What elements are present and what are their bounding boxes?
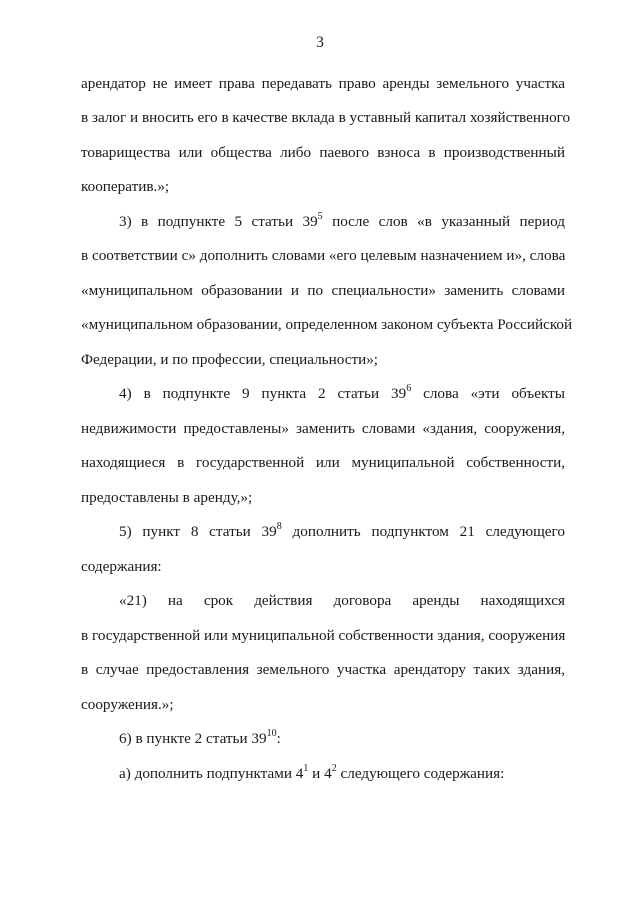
text-span: после слов «в указанный период	[322, 213, 566, 230]
text-span: в залог и вносить его в качестве вклада в уставный капитал хозяйственного	[81, 109, 571, 126]
text-span: :	[276, 730, 281, 747]
text-line	[81, 246, 565, 266]
text-line	[81, 488, 565, 508]
text-line	[81, 315, 573, 335]
text-span: в государственной или муниципальной собственности здания, сооружения	[81, 627, 566, 644]
text-span: арендатор не имеет права передавать право аренды земельного участка	[81, 75, 565, 92]
text-line	[81, 281, 565, 301]
text-span: а) дополнить подпунктами 4	[119, 765, 304, 782]
text-line	[119, 212, 565, 232]
text-span: предоставлены в аренду,»;	[81, 489, 253, 506]
superscript: 8	[276, 520, 282, 532]
text-span: следующего содержания:	[336, 765, 505, 782]
text-line	[81, 419, 565, 439]
superscript: 6	[406, 382, 412, 394]
superscript: 5	[317, 210, 323, 222]
text-span: 5) пункт 8 статьи 39	[119, 523, 277, 540]
text-line	[119, 591, 565, 611]
page-number: 3	[316, 34, 324, 51]
text-span: 4) в подпункте 9 пункта 2 статьи 39	[119, 385, 407, 402]
text-span: слова «эти объекты	[411, 385, 565, 402]
text-line	[81, 350, 565, 370]
text-line	[81, 108, 571, 128]
superscript: 2	[331, 762, 337, 774]
text-span: кооператив.»;	[81, 178, 170, 195]
text-line	[119, 384, 565, 404]
text-span: 3) в подпункте 5 статьи 39	[119, 213, 318, 230]
text-span: содержания:	[81, 558, 162, 575]
text-line	[81, 74, 565, 94]
text-line	[81, 557, 565, 577]
superscript: 1	[303, 762, 309, 774]
text-line	[119, 729, 565, 749]
text-line	[81, 143, 565, 163]
text-span: находящиеся в государственной или муниципальной собственности,	[81, 454, 565, 471]
text-span: «муниципальном образовании, определенном законом субъекта Российской	[81, 316, 573, 333]
text-span: 6) в пункте 2 статьи 39	[119, 730, 267, 747]
text-span: сооружения.»;	[81, 696, 174, 713]
text-line	[81, 695, 565, 715]
text-span: дополнить подпунктом 21 следующего	[281, 523, 565, 540]
text-span: «21) на срок действия договора аренды находящихся	[119, 592, 565, 609]
text-span: товарищества или общества либо паевого взноса в производственный	[81, 144, 565, 161]
text-line	[119, 522, 565, 542]
text-line	[81, 660, 565, 680]
text-span: в соответствии с» дополнить словами «его целевым назначением и», слова	[81, 247, 566, 264]
text-line	[81, 453, 565, 473]
text-line	[119, 764, 565, 784]
superscript: 10	[266, 727, 277, 739]
text-span: в случае предоставления земельного участка арендатору таких здания,	[81, 661, 565, 678]
text-span: «муниципальном образовании и по специальности» заменить словами	[81, 282, 565, 299]
text-span: Федерации, и по профессии, специальности»;	[81, 351, 379, 368]
text-line	[81, 177, 565, 197]
text-span: недвижимости предоставлены» заменить словами «здания, сооружения,	[81, 420, 565, 437]
text-span: и 4	[308, 765, 332, 782]
text-line	[81, 626, 565, 646]
